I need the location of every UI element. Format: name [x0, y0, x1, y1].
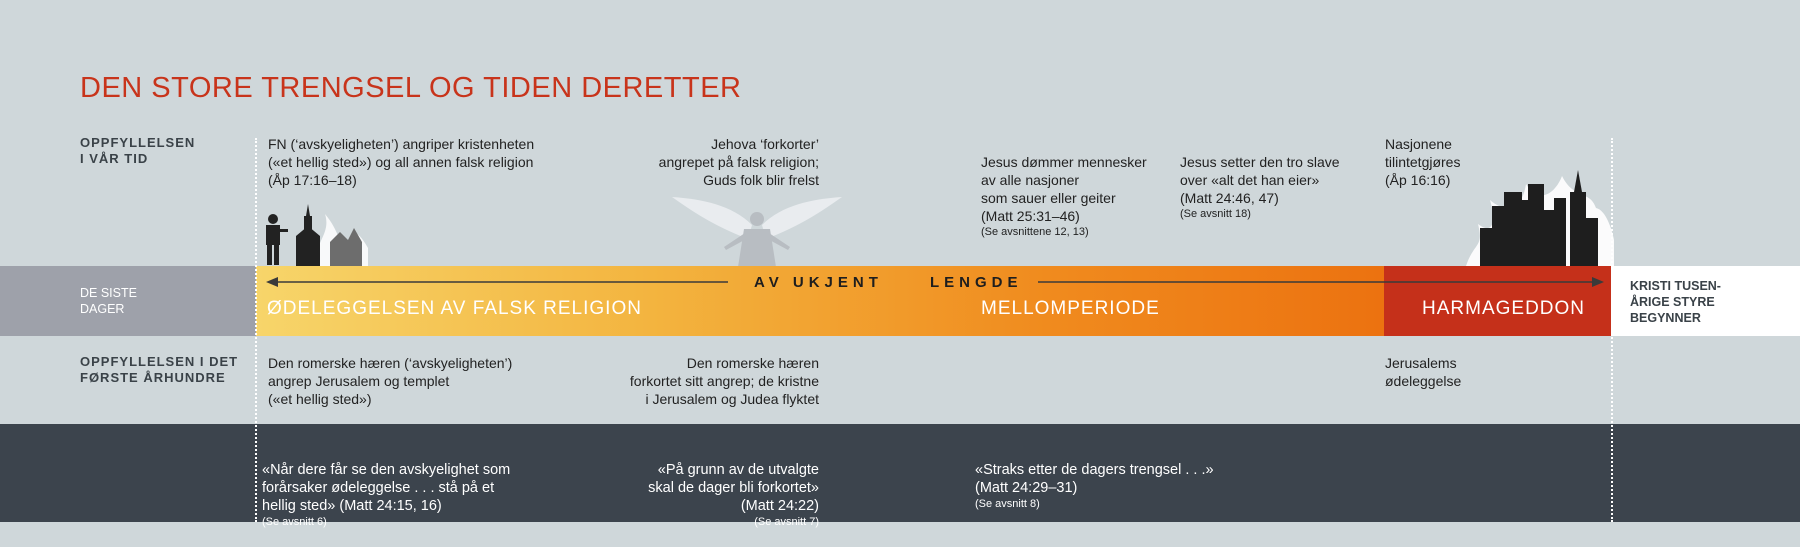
- faithful-slave-note: (Se avsnitt 18): [1180, 208, 1251, 220]
- scripture-quote-1-note: (Se avsnitt 6): [262, 516, 327, 528]
- start-divider: [255, 138, 257, 522]
- scripture-quote-2-text: «På grunn av de utvalgte skal de dager bli forkortet» (Matt 24:22): [648, 462, 819, 514]
- jesus-judges-note: (Se avsnittene 12, 13): [981, 226, 1089, 238]
- page-title: DEN STORE TRENGSEL OG TIDEN DERETTER: [80, 72, 742, 104]
- burning-city-icon: [1466, 170, 1614, 266]
- end-divider: [1611, 138, 1613, 522]
- unknown-length-label-1: AV UKJENT: [754, 274, 883, 291]
- faithful-slave-text: [1180, 135, 1340, 239]
- scripture-quote-2: [560, 443, 819, 547]
- scripture-quote-2-note: (Se avsnitt 7): [754, 516, 819, 528]
- roman-army-text: Den romerske hæren (‘avskyeligheten’) angrep Jerusalem og templet («et hellig sted»): [268, 355, 513, 407]
- phase-interim: MELLOMPERIODE: [981, 298, 1160, 319]
- row-label-our-time: OPPFYLLELSEN I VÅR TID: [80, 135, 196, 166]
- unknown-length-label-2: LENGDE: [930, 274, 1023, 291]
- scripture-quote-3-text: «Straks etter de dagers trengsel . . .» (Matt 24:29–31): [975, 462, 1214, 496]
- scripture-quote-1-text: «Når dere får se den avskyelighet som forårsaker ødeleggelse . . . stå på et hellig sted» (Matt 24:15, 16): [262, 462, 511, 514]
- attack-shortened-text: Den romerske hæren forkortet sitt angrep; de kristne i Jerusalem og Judea flyktet: [629, 355, 819, 407]
- jehovah-shortens-text: Jehova ‘forkorter’ angrepet på falsk religion; Guds folk blir frelst: [658, 136, 819, 188]
- jerusalem-destruction-text: Jerusalems ødeleggelse: [1385, 355, 1462, 389]
- row-label-first-century: OPPFYLLELSEN I DET FØRSTE ÅRHUNDRE: [80, 354, 239, 385]
- faithful-slave-main: Jesus setter den tro slave over «alt det han eier» (Matt 24:46, 47): [1180, 154, 1340, 206]
- scripture-quote-3-note: (Se avsnitt 8): [975, 498, 1040, 510]
- fn-attack-text: FN (‘avskyeligheten’) angriper kristenheten («et hellig sted») og all annen falsk religion (Åp 17:16–18): [268, 136, 535, 188]
- phase-harmageddon: HARMAGEDDON: [1422, 298, 1586, 319]
- scripture-quote-3: [975, 443, 1214, 529]
- church-fire-icon: [290, 204, 368, 266]
- soldier-icon: [258, 213, 288, 267]
- nations-destroyed-text: Nasjonene tilintetgjøres (Åp 16:16): [1385, 136, 1461, 188]
- angel-icon: [672, 195, 842, 267]
- row-label-last-days: DE SISTE DAGER: [80, 286, 137, 316]
- jesus-judges-main: Jesus dømmer mennesker av alle nasjoner som sauer eller geiter (Matt 25:31–46): [981, 154, 1147, 224]
- millennial-reign-text: KRISTI TUSEN- ÅRIGE STYRE BEGYNNER: [1630, 279, 1721, 325]
- jesus-judges-text: [981, 135, 1147, 257]
- phase-false-religion: ØDELEGGELSEN AV FALSK RELIGION: [267, 298, 642, 319]
- scripture-quote-1: [262, 443, 510, 547]
